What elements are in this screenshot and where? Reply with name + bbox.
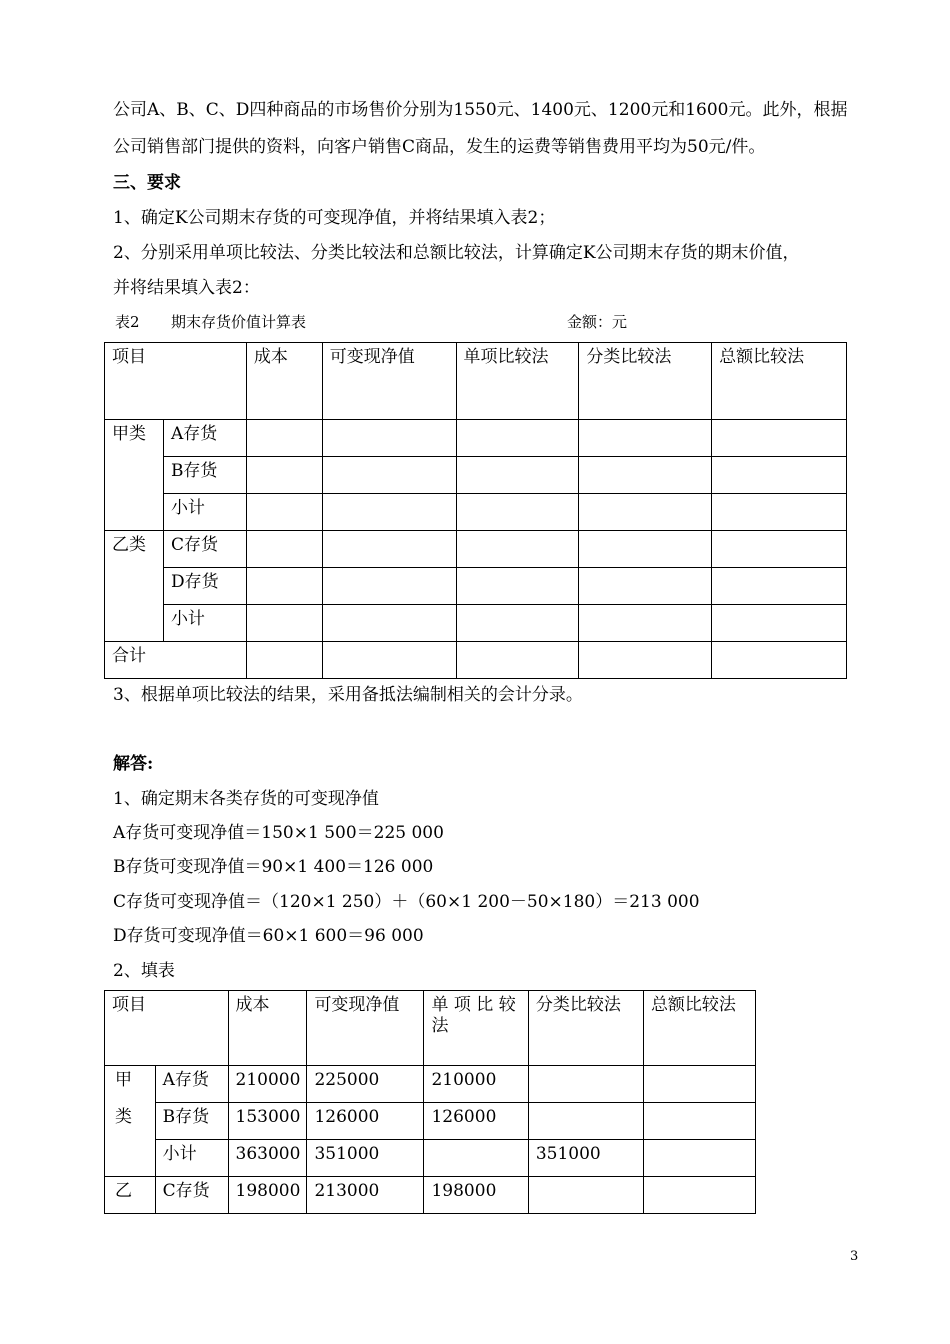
row-nrv: 351000 bbox=[307, 1140, 424, 1177]
cell bbox=[322, 605, 456, 642]
header-single-method: 单项比较法 bbox=[456, 343, 579, 420]
cell bbox=[246, 568, 322, 605]
cell bbox=[712, 494, 847, 531]
filled-header-row bbox=[105, 991, 756, 1066]
requirement-2-line-1: 2、分别采用单项比较法、分类比较法和总额比较法，计算确定K公司期末存货的期末价值， bbox=[113, 243, 800, 263]
answer-c-nrv: C存货可变现净值＝（120×1 250）＋（60×1 200－50×180）＝213 000 bbox=[113, 892, 700, 912]
row-category bbox=[528, 1177, 643, 1214]
intro-line-2: 公司销售部门提供的资料，向客户销售C商品，发生的运费等销售费用平均为50元/件。 bbox=[113, 137, 766, 157]
cell bbox=[322, 420, 456, 457]
row-label-b: B存货 bbox=[163, 457, 246, 494]
answer-b-nrv: B存货可变现净值＝90×1 400＝126 000 bbox=[113, 857, 434, 877]
row-label-c: C存货 bbox=[163, 531, 246, 568]
row-nrv: 213000 bbox=[307, 1177, 424, 1214]
row-name: B存货 bbox=[155, 1103, 228, 1140]
header-cost: 成本 bbox=[246, 343, 322, 420]
filled-header-single-method bbox=[424, 991, 528, 1066]
row-label-total: 合计 bbox=[105, 642, 247, 679]
table-row bbox=[105, 1140, 756, 1177]
table-row bbox=[105, 568, 847, 605]
row-category: 351000 bbox=[528, 1140, 643, 1177]
table2-title: 期末存货价值计算表 bbox=[171, 313, 307, 331]
filled-group-b-label: 乙 bbox=[105, 1177, 156, 1214]
filled-header-cost: 成本 bbox=[228, 991, 307, 1066]
row-label-a: A存货 bbox=[163, 420, 246, 457]
cell bbox=[322, 568, 456, 605]
cell bbox=[456, 568, 579, 605]
filled-header-item: 项目 bbox=[105, 991, 229, 1066]
row-label-subtotal-a: 小计 bbox=[163, 494, 246, 531]
cell bbox=[246, 642, 322, 679]
row-single: 126000 bbox=[424, 1103, 528, 1140]
table-row bbox=[105, 1066, 756, 1103]
row-name: C存货 bbox=[155, 1177, 228, 1214]
row-cost: 210000 bbox=[228, 1066, 307, 1103]
cell bbox=[712, 531, 847, 568]
row-label-d: D存货 bbox=[163, 568, 246, 605]
cell bbox=[246, 494, 322, 531]
row-name: 小计 bbox=[155, 1140, 228, 1177]
group-a-char-1: 甲 bbox=[115, 1070, 132, 1090]
answer-step-2: 2、填表 bbox=[113, 961, 175, 981]
row-cost: 153000 bbox=[228, 1103, 307, 1140]
cell bbox=[322, 531, 456, 568]
single-method-part-1: 单 项 比 较 bbox=[431, 995, 516, 1015]
group-a-label: 甲类 bbox=[105, 420, 164, 531]
row-single: 198000 bbox=[424, 1177, 528, 1214]
cell bbox=[246, 531, 322, 568]
table-row bbox=[105, 531, 847, 568]
table-row bbox=[105, 1103, 756, 1140]
cell bbox=[322, 457, 456, 494]
cell bbox=[712, 568, 847, 605]
row-label-subtotal-b: 小计 bbox=[163, 605, 246, 642]
answer-d-nrv: D存货可变现净值＝60×1 600＝96 000 bbox=[113, 926, 424, 946]
table-row bbox=[105, 420, 847, 457]
requirement-3: 3、根据单项比较法的结果，采用备抵法编制相关的会计分录。 bbox=[113, 685, 583, 705]
table-row bbox=[105, 1177, 756, 1214]
header-total-method: 总额比较法 bbox=[712, 343, 847, 420]
header-category-method: 分类比较法 bbox=[579, 343, 712, 420]
cell bbox=[579, 642, 712, 679]
cell bbox=[322, 642, 456, 679]
table-row bbox=[105, 642, 847, 679]
cell bbox=[579, 420, 712, 457]
row-total bbox=[643, 1140, 755, 1177]
filled-header-total-method: 总额比较法 bbox=[643, 991, 755, 1066]
cell bbox=[456, 642, 579, 679]
row-cost: 363000 bbox=[228, 1140, 307, 1177]
header-nrv: 可变现净值 bbox=[322, 343, 456, 420]
row-total bbox=[643, 1066, 755, 1103]
table-header-row bbox=[105, 343, 847, 420]
answer-step-1: 1、确定期末各类存货的可变现净值 bbox=[113, 789, 379, 809]
cell bbox=[712, 642, 847, 679]
group-a-char-2: 类 bbox=[115, 1107, 132, 1127]
requirements-heading: 三、要求 bbox=[113, 173, 181, 193]
row-name: A存货 bbox=[155, 1066, 228, 1103]
inventory-value-table bbox=[104, 342, 847, 679]
filled-group-a-label bbox=[105, 1066, 156, 1177]
requirement-1: 1、确定K公司期末存货的可变现净值，并将结果填入表2； bbox=[113, 208, 556, 228]
filled-header-nrv: 可变现净值 bbox=[307, 991, 424, 1066]
header-item: 项目 bbox=[105, 343, 247, 420]
table-row bbox=[105, 457, 847, 494]
cell bbox=[579, 568, 712, 605]
row-single bbox=[424, 1140, 528, 1177]
filled-inventory-table bbox=[104, 990, 756, 1214]
single-method-part-2: 法 bbox=[431, 1016, 449, 1036]
group-b-label: 乙类 bbox=[105, 531, 164, 642]
cell bbox=[579, 605, 712, 642]
cell bbox=[579, 457, 712, 494]
page-number: 3 bbox=[850, 1249, 859, 1264]
row-total bbox=[643, 1177, 755, 1214]
cell bbox=[712, 420, 847, 457]
cell bbox=[456, 605, 579, 642]
table-row bbox=[105, 494, 847, 531]
table2-unit: 金额：元 bbox=[567, 313, 628, 331]
cell bbox=[456, 531, 579, 568]
row-cost: 198000 bbox=[228, 1177, 307, 1214]
cell bbox=[712, 605, 847, 642]
row-total bbox=[643, 1103, 755, 1140]
answer-a-nrv: A存货可变现净值＝150×1 500＝225 000 bbox=[113, 823, 444, 843]
row-nrv: 225000 bbox=[307, 1066, 424, 1103]
cell bbox=[456, 457, 579, 494]
row-single: 210000 bbox=[424, 1066, 528, 1103]
row-nrv: 126000 bbox=[307, 1103, 424, 1140]
cell bbox=[246, 420, 322, 457]
cell bbox=[322, 494, 456, 531]
cell bbox=[579, 494, 712, 531]
cell bbox=[456, 420, 579, 457]
requirement-2-line-2: 并将结果填入表2： bbox=[113, 278, 260, 298]
intro-line-1: 公司A、B、C、D四种商品的市场售价分别为1550元、1400元、1200元和1600元。此外，根据 bbox=[113, 100, 848, 120]
cell bbox=[456, 494, 579, 531]
row-category bbox=[528, 1066, 643, 1103]
cell bbox=[712, 457, 847, 494]
table-row bbox=[105, 605, 847, 642]
table2-label: 表2 bbox=[115, 313, 140, 331]
cell bbox=[246, 605, 322, 642]
row-category bbox=[528, 1103, 643, 1140]
answer-heading: 解答: bbox=[113, 754, 154, 774]
cell bbox=[579, 531, 712, 568]
cell bbox=[246, 457, 322, 494]
filled-header-category-method: 分类比较法 bbox=[528, 991, 643, 1066]
